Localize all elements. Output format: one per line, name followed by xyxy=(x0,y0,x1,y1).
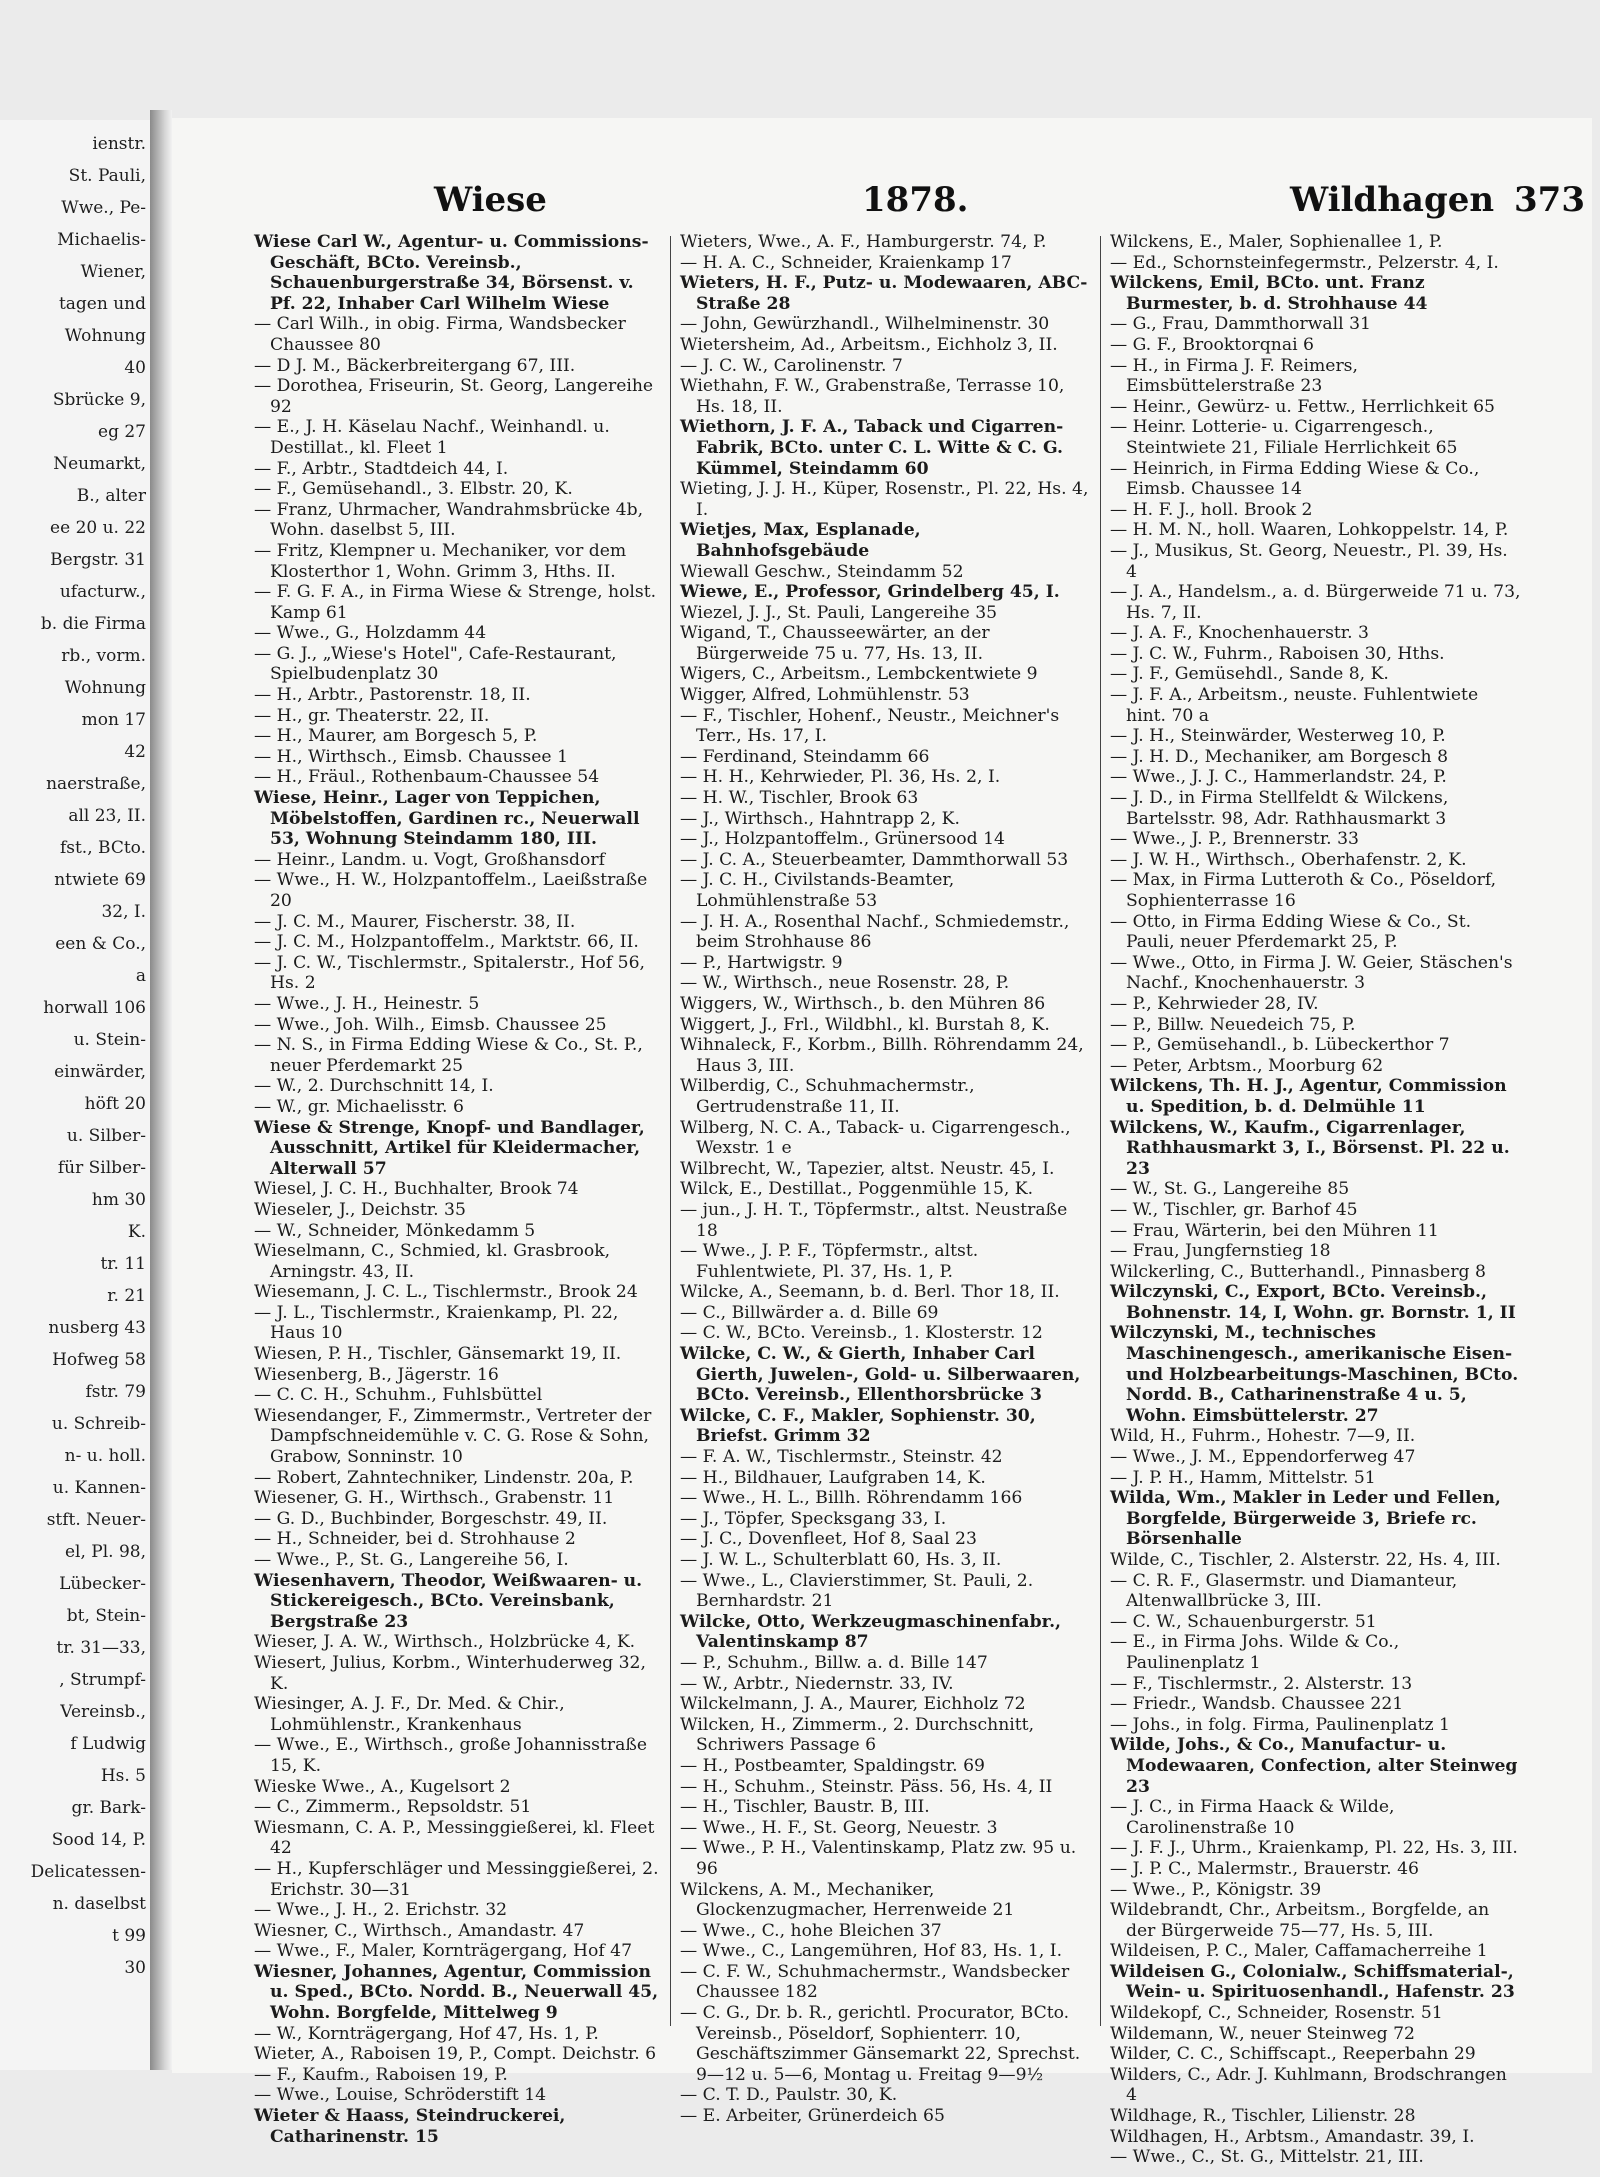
directory-entry: — H., Schneider, bei d. Strohhause 2 xyxy=(254,1529,576,1550)
directory-entry: — Wwe., Louise, Schröderstift 14 xyxy=(254,2085,547,2106)
directory-entry: — W., 2. Durchschnitt 14, I. xyxy=(254,1076,494,1097)
directory-entry: — F., Arbtr., Stadtdeich 44, I. xyxy=(254,458,509,479)
directory-entry: — Wwe., C., Langemühren, Hof 83, Hs. 1, I. xyxy=(680,1941,1063,1962)
prev-page-fragment: eg 27 xyxy=(98,422,146,442)
prev-page-fragment: r. 21 xyxy=(107,1286,146,1306)
directory-entry: — J., Musikus, St. Georg, Neuestr., Pl. 39, Hs. 4 xyxy=(1110,540,1508,582)
prev-page-fragment: el, Pl. 98, xyxy=(64,1542,146,1562)
directory-entry: Wilbrecht, W., Tapezier, altst. Neustr. 45, I. xyxy=(680,1158,1055,1179)
directory-entry: — H. A. C., Schneider, Kraienkamp 17 xyxy=(680,252,1012,273)
directory-entry: Wiewe, E., Professor, Grindelberg 45, I. xyxy=(680,582,1060,603)
directory-entry: Wiesner, Johannes, Agentur, Commission u. Sped., BCto. Nordd. B., Neuerwall 45, Wohn. Borgfelde, Mittelweg 9 xyxy=(254,1961,659,2024)
prev-page-fragment: u. Stein- xyxy=(73,1030,146,1050)
directory-entry: Wilberdig, C., Schuhmachermstr., Gertrudenstraße 11, II. xyxy=(680,1076,975,1117)
directory-entry: — J. P. C., Malermstr., Brauerstr. 46 xyxy=(1110,1858,1419,1879)
directory-entry: — J. H. D., Mechaniker, am Borgesch 8 xyxy=(1110,746,1449,767)
directory-entry: — Wwe., F., Maler, Kornträgergang, Hof 47 xyxy=(254,1941,633,1962)
directory-entry: — J. A., Handelsm., a. d. Bürgerweide 71 u. 73, Hs. 7, II. xyxy=(1110,582,1521,623)
prev-page-fragment: rb., vorm. xyxy=(61,646,146,666)
directory-entry: — F. G. F. A., in Firma Wiese & Strenge, holst. Kamp 61 xyxy=(254,582,657,623)
directory-entry: Wieske Wwe., A., Kugelsort 2 xyxy=(254,1776,511,1797)
directory-entry: — J. C. W., Fuhrm., Raboisen 30, Hths. xyxy=(1110,643,1445,664)
prev-page-fragment: nusberg 43 xyxy=(48,1318,146,1338)
directory-entry: — Wwe., J. M., Eppendorferweg 47 xyxy=(1110,1447,1416,1468)
prev-page-fragment: f Ludwig xyxy=(70,1734,146,1754)
directory-entry: — H., Maurer, am Borgesch 5, P. xyxy=(254,726,538,747)
directory-entry: — P., Schuhm., Billw. a. d. Bille 147 xyxy=(680,1652,988,1673)
directory-entry: Wilcke, C. W., & Gierth, Inhaber Carl Gierth, Juwelen-, Gold- u. Silberwaaren, BCto. Vereinsb., Ellenthorsbrücke 3 xyxy=(680,1344,1081,1406)
directory-entry: — Wwe., C., St. G., Mittelstr. 21, III. xyxy=(1110,2147,1424,2168)
directory-entry: Wieselmann, C., Schmied, kl. Grasbrook, Arningstr. 43, II. xyxy=(254,1241,611,1282)
directory-entry: — Fritz, Klempner u. Mechaniker, vor dem Klosterthor 1, Wohn. Grimm 3, Hths. II. xyxy=(254,540,627,582)
directory-entry: Wiese, Heinr., Lager von Teppichen, Möbelstoffen, Gardinen rc., Neuerwall 53, Wohnung Steindamm 180, III. xyxy=(254,788,640,850)
prev-page-fragment: Delicatessen- xyxy=(30,1862,146,1882)
directory-entry: — Max, in Firma Lutteroth & Co., Pöseldorf, Sophienterrasse 16 xyxy=(1110,870,1497,911)
directory-entry: — John, Gewürzhandl., Wilhelminenstr. 30 xyxy=(680,314,1050,335)
directory-entry: — F., Tischlermstr., 2. Alsterstr. 13 xyxy=(1110,1673,1413,1694)
directory-entry: Wilcke, A., Seemann, b. d. Berl. Thor 18, II. xyxy=(680,1282,1060,1303)
directory-entry: Wilder, C. C., Schiffscapt., Reeperbahn 29 xyxy=(1110,2044,1476,2065)
directory-entry: Wilckens, W., Kaufm., Cigarrenlager, Rathhausmarkt 3, I., Börsenst. Pl. 22 u. 23 xyxy=(1110,1117,1510,1179)
directory-entry: — Frau, Jungfernstieg 18 xyxy=(1110,1241,1331,1262)
prev-page-fragment: fst., BCto. xyxy=(59,838,146,858)
directory-entry: — Wwe., L., Clavierstimmer, St. Pauli, 2. Bernhardstr. 21 xyxy=(680,1570,1034,1612)
prev-page-fragment: Wohnung xyxy=(64,678,146,698)
directory-entry: — Peter, Arbtsm., Moorburg 62 xyxy=(1110,1055,1384,1076)
directory-entry: — Wwe., J. J. C., Hammerlandstr. 24, P. xyxy=(1110,767,1447,788)
directory-entry: — J. F. J., Uhrm., Kraienkamp, Pl. 22, Hs. 3, III. xyxy=(1110,1838,1518,1859)
prev-page-fragment: tagen und xyxy=(58,294,146,314)
directory-entry: — H., Arbtr., Pastorenstr. 18, II. xyxy=(254,685,531,706)
prev-page-fragment: Wiener, xyxy=(80,262,146,282)
directory-entry: — Wwe., Joh. Wilh., Eimsb. Chaussee 25 xyxy=(254,1014,607,1035)
prev-page-fragment: St. Pauli, xyxy=(68,166,146,186)
directory-entry: — Wwe., J. P. F., Töpfermstr., altst. Fuhlentwiete, Pl. 37, Hs. 1, P. xyxy=(680,1241,979,1282)
directory-entry: Wiesner, C., Wirthsch., Amandastr. 47 xyxy=(254,1920,585,1941)
directory-entry: Wieting, J. J. H., Küper, Rosenstr., Pl. 22, Hs. 4, I. xyxy=(680,479,1089,520)
directory-entry: — J., Wirthsch., Hahntrapp 2, K. xyxy=(680,808,960,829)
prev-page-fragment: b. die Firma xyxy=(40,614,146,634)
directory-entry: Wiesmann, C. A. P., Messinggießerei, kl. Fleet 42 xyxy=(254,1817,655,1859)
directory-entry: — J. C., in Firma Haack & Wilde, Carolinenstraße 10 xyxy=(1110,1797,1395,1838)
prev-page-fragment: t 99 xyxy=(112,1926,146,1946)
directory-entry: — C., Billwärder a. d. Bille 69 xyxy=(680,1302,939,1323)
directory-entry: — H., Tischler, Baustr. B, III. xyxy=(680,1797,930,1818)
directory-entry: Wigger, Alfred, Lohmühlenstr. 53 xyxy=(680,685,970,706)
column-3 xyxy=(1110,232,1522,2168)
directory-entry: — H., Kupferschläger und Messinggießerei, 2. Erichstr. 30—31 xyxy=(254,1858,659,1900)
directory-entry: — Dorothea, Friseurin, St. Georg, Langereihe 92 xyxy=(254,376,654,417)
directory-entry: Wilberg, N. C. A., Taback- u. Cigarrengesch., Wexstr. 1 e xyxy=(680,1117,1071,1159)
directory-entry: — Wwe., C., hohe Bleichen 37 xyxy=(680,1920,942,1941)
directory-entry: — Heinr. Lotterie- u. Cigarrengesch., Steintwiete 21, Filiale Herrlichkeit 65 xyxy=(1110,417,1458,458)
directory-entry: — J. C., Dovenfleet, Hof 8, Saal 23 xyxy=(680,1529,977,1550)
directory-entry: — H., Wirthsch., Eimsb. Chaussee 1 xyxy=(254,746,568,767)
directory-entry: — J. C. H., Civilstands-Beamter, Lohmühlenstraße 53 xyxy=(680,870,955,911)
directory-entry: — J. P. H., Hamm, Mittelstr. 51 xyxy=(1110,1467,1376,1488)
page-number: 373 xyxy=(1514,180,1585,220)
directory-entry: — C., Zimmerm., Repsoldstr. 51 xyxy=(254,1797,532,1818)
directory-entry: Wilczynski, C., Export, BCto. Vereinsb., Bohnenstr. 14, I, Wohn. gr. Bornstr. 1, II xyxy=(1110,1282,1516,1323)
directory-entry: — Wwe., H. W., Holzpantoffelm., Laeißstraße 20 xyxy=(254,870,648,911)
directory-entry: Wilcken, H., Zimmerm., 2. Durchschnitt, Schriwers Passage 6 xyxy=(680,1714,1035,1756)
directory-entry: — P., Hartwigstr. 9 xyxy=(680,952,843,973)
directory-entry: Wilckelmann, J. A., Maurer, Eichholz 72 xyxy=(680,1694,1026,1715)
directory-entry: Wiesen, P. H., Tischler, Gänsemarkt 19, II. xyxy=(254,1344,622,1365)
directory-entry: — J. W. L., Schulterblatt 60, Hs. 3, II. xyxy=(680,1550,1002,1570)
header-right-word: Wildhagen xyxy=(1290,180,1495,220)
prev-page-fragment: 40 xyxy=(124,358,146,378)
prev-page-fragment: n- u. holl. xyxy=(64,1446,146,1466)
prev-page-fragment: ufacturw., xyxy=(59,582,146,602)
directory-entry: — E., in Firma Johs. Wilde & Co., Paulinenplatz 1 xyxy=(1110,1632,1400,1673)
directory-entry: — J. W. H., Wirthsch., Oberhafenstr. 2, K. xyxy=(1110,849,1467,870)
directory-entry: — H., Schuhm., Steinstr. Päss. 56, Hs. 4, II xyxy=(680,1776,1053,1797)
directory-entry: Wietersheim, Ad., Arbeitsm., Eichholz 3, II. xyxy=(680,334,1058,355)
directory-entry: — J. F., Gemüsehdl., Sande 8, K. xyxy=(1110,664,1389,685)
directory-page xyxy=(172,118,1592,2168)
prev-page-fragment: hm 30 xyxy=(91,1190,146,1210)
directory-entry: — Heinr., Landm. u. Vogt, Großhansdorf xyxy=(254,849,605,870)
prev-page-fragment: Neumarkt, xyxy=(53,454,146,474)
directory-entry: — J. C. M., Maurer, Fischerstr. 38, II. xyxy=(254,911,576,932)
prev-page-fragment: Wohnung xyxy=(64,326,146,346)
directory-entry: Wiewall Geschw., Steindamm 52 xyxy=(680,561,964,582)
directory-entry: Wihnaleck, F., Korbm., Billh. Röhrendamm 24, Haus 3, III. xyxy=(680,1035,1084,1076)
directory-entry: Wiethahn, F. W., Grabenstraße, Terrasse 10, Hs. 18, II. xyxy=(680,376,1065,417)
directory-entry: Wiese Carl W., Agentur- u. Commissions-Geschäft, BCto. Vereinsb., Schauenburgerstraße 34, Börsenst. v. Pf. 22, Inhaber Carl Wilhelm Wiese xyxy=(254,232,649,314)
prev-page-fragment: Lübecker- xyxy=(59,1574,146,1594)
directory-entry: — J., Töpfer, Specksgang 33, I. xyxy=(680,1508,947,1529)
directory-entry: — Ed., Schornsteinfegermstr., Pelzerstr. 4, I. xyxy=(1110,252,1499,273)
directory-entry: Wiesel, J. C. H., Buchhalter, Brook 74 xyxy=(254,1179,579,1200)
directory-entry: — C. W., BCto. Vereinsb., 1. Klosterstr. 12 xyxy=(680,1323,1043,1344)
directory-entry: — H. W., Tischler, Brook 63 xyxy=(680,788,919,809)
directory-entry: — Robert, Zahntechniker, Lindenstr. 20a, P. xyxy=(254,1467,634,1488)
directory-entry: Wilcke, C. F., Makler, Sophienstr. 30, Briefst. Grimm 32 xyxy=(680,1405,1036,1447)
directory-entry: — N. S., in Firma Edding Wiese & Co., St. P., neuer Pferdemarkt 25 xyxy=(254,1035,643,1076)
directory-entry: — J. C. W., Tischlermstr., Spitalerstr., Hof 56, Hs. 2 xyxy=(254,952,646,994)
prev-page-fragment: K. xyxy=(127,1222,146,1242)
directory-entry: Wiesemann, J. C. L., Tischlermstr., Brook 24 xyxy=(254,1282,638,1303)
directory-entry: — H., Fräul., Rothenbaum-Chaussee 54 xyxy=(254,767,600,788)
directory-entry: — Wwe., E., Wirthsch., große Johannisstraße 15, K. xyxy=(254,1735,648,1776)
directory-entry: — H., Postbeamter, Spaldingstr. 69 xyxy=(680,1755,985,1776)
directory-entry: Wieters, Wwe., A. F., Hamburgerstr. 74, P. xyxy=(680,232,1047,252)
directory-entry: — Wwe., P. H., Valentinskamp, Platz zw. 95 u. 96 xyxy=(680,1838,1077,1879)
directory-entry: — C. F. W., Schuhmachermstr., Wandsbecker Chaussee 182 xyxy=(680,1961,1070,2003)
directory-entry: Wildeisen, P. C., Maler, Caffamacherreihe 1 xyxy=(1110,1941,1488,1962)
directory-entry: Wiesendanger, F., Zimmermstr., Vertreter der Dampfschneidemühle v. C. G. Rose & Sohn, Grabow, Sonninstr. 10 xyxy=(254,1405,652,1468)
directory-entry: Wildhage, R., Tischler, Lilienstr. 28 xyxy=(1110,2106,1416,2127)
directory-entry: — Wwe., G., Holzdamm 44 xyxy=(254,623,487,644)
directory-entry: — C. W., Schauenburgerstr. 51 xyxy=(1110,1611,1377,1632)
directory-entry: — Ferdinand, Steindamm 66 xyxy=(680,746,930,767)
directory-entry: — G., Frau, Dammthorwall 31 xyxy=(1110,314,1371,335)
directory-entry: Wiesinger, A. J. F., Dr. Med. & Chir., Lohmühlenstr., Krankenhaus xyxy=(254,1694,565,1735)
prev-page-fragment: een & Co., xyxy=(55,934,146,954)
directory-entry: Wiggers, W., Wirthsch., b. den Mühren 86 xyxy=(680,993,1046,1014)
prev-page-fragment: ienstr. xyxy=(92,134,146,154)
directory-entry: — G. J., „Wiese's Hotel", Cafe-Restaurant, Spielbudenplatz 30 xyxy=(254,643,617,685)
prev-page-fragment: Michaelis- xyxy=(57,230,146,250)
prev-page-fragment: n. daselbst xyxy=(52,1894,146,1914)
directory-entry: — Wwe., H. F., St. Georg, Neuestr. 3 xyxy=(680,1817,998,1838)
directory-entry: — Wwe., H. L., Billh. Röhrendamm 166 xyxy=(680,1488,1023,1509)
prev-page-fragment: Sood 14, P. xyxy=(51,1830,146,1850)
directory-entry: Wiesert, Julius, Korbm., Winterhuderweg 32, K. xyxy=(254,1652,646,1694)
prev-page-fragment: für Silber- xyxy=(57,1158,146,1178)
directory-entry: — C. R. F., Glasermstr. und Diamanteur, Altenwallbrücke 3, III. xyxy=(1110,1570,1458,1612)
prev-page-fragment: u. Schreib- xyxy=(51,1414,146,1434)
prev-page-fragment: 32, I. xyxy=(101,902,146,922)
directory-entry: — C. T. D., Paulstr. 30, K. xyxy=(680,2085,898,2106)
directory-entry: Wilde, C., Tischler, 2. Alsterstr. 22, Hs. 4, III. xyxy=(1110,1550,1501,1570)
directory-entry: Wieter & Haass, Steindruckerei, Catharinenstr. 15 xyxy=(254,2106,566,2147)
directory-entry: — H. H., Kehrwieder, Pl. 36, Hs. 2, I. xyxy=(680,767,1001,788)
directory-entry: Wilde, Johs., & Co., Manufactur- u. Modewaaren, Confection, alter Steinweg 23 xyxy=(1110,1735,1518,1797)
directory-entry: Wilckens, Th. H. J., Agentur, Commission u. Spedition, b. d. Delmühle 11 xyxy=(1110,1076,1507,1117)
directory-entry: — Wwe., J. P., Brennerstr. 33 xyxy=(1110,829,1359,850)
directory-entry: Wieseler, J., Deichstr. 35 xyxy=(254,1199,466,1220)
prev-page-fragment: tr. 31—33, xyxy=(56,1638,146,1658)
directory-entry: Wilczynski, M., technisches Maschinengesch., amerikanische Eisen- und Holzbearbeitungs-Maschinen, BCto. Nordd. B., Catharinenstraße 4 u. 5, Wohn. Eimsbüttelerstr. 27 xyxy=(1110,1323,1519,1426)
directory-entry: Wigers, C., Arbeitsm., Lembckentwiete 9 xyxy=(680,664,1038,685)
prev-page-fragment: höft 20 xyxy=(84,1094,146,1114)
previous-page-edge xyxy=(0,120,151,2070)
directory-entry: Wilders, C., Adr. J. Kuhlmann, Brodschrangen 4 xyxy=(1110,2064,1507,2106)
directory-entry: — W., gr. Michaelisstr. 6 xyxy=(254,1096,464,1117)
directory-entry: — G. D., Buchbinder, Borgeschstr. 49, II. xyxy=(254,1508,608,1529)
directory-entry: — Wwe., J. H., Heinestr. 5 xyxy=(254,993,480,1014)
directory-entry: — H. M. N., holl. Waaren, Lohkoppelstr. 14, P. xyxy=(1110,520,1509,541)
directory-entry: Wiese & Strenge, Knopf- und Bandlager, Ausschnitt, Artikel für Kleidermacher, Alterwall 57 xyxy=(254,1117,645,1179)
column-2 xyxy=(680,232,1092,2127)
prev-page-fragment: Hs. 5 xyxy=(100,1766,146,1786)
directory-entry: — J. L., Tischlermstr., Kraienkamp, Pl. 22, Haus 10 xyxy=(254,1302,619,1344)
directory-entry: — J. F. A., Arbeitsm., neuste. Fuhlentwiete hint. 70 a xyxy=(1110,685,1479,726)
prev-page-fragment: ee 20 u. 22 xyxy=(50,518,146,538)
prev-page-fragment: u. Kannen- xyxy=(52,1478,146,1498)
directory-entry: Wilckens, A. M., Mechaniker, Glockenzugmacher, Herrenweide 21 xyxy=(680,1879,1015,1921)
directory-entry: Wigand, T., Chausseewärter, an der Bürgerweide 75 u. 77, Hs. 13, II. xyxy=(680,623,990,664)
prev-page-fragment: horwall 106 xyxy=(43,998,146,1018)
directory-entry: Wildeisen G., Colonialw., Schiffsmaterial-, Wein- u. Spirituosenhandl., Hafenstr. 23 xyxy=(1110,1961,1515,2003)
column-divider xyxy=(1100,236,1101,2026)
directory-entry: — P., Billw. Neuedeich 75, P. xyxy=(1110,1014,1356,1035)
directory-entry: — jun., J. H. T., Töpfermstr., altst. Neustraße 18 xyxy=(680,1199,1068,1241)
directory-entry: Wilcke, Otto, Werkzeugmaschinenfabr., Valentinskamp 87 xyxy=(680,1611,1062,1653)
prev-page-fragment: , Strumpf- xyxy=(59,1670,146,1690)
prev-page-fragment: u. Silber- xyxy=(66,1126,146,1146)
prev-page-fragment: Vereinsb., xyxy=(60,1702,146,1722)
directory-entry: — F., Kaufm., Raboisen 19, P. xyxy=(254,2064,508,2085)
directory-entry: — Wwe., P., St. G., Langereihe 56, I. xyxy=(254,1550,569,1570)
directory-entry: Wilckens, E., Maler, Sophienallee 1, P. xyxy=(1110,232,1443,252)
prev-page-fragment: gr. Bark- xyxy=(71,1798,146,1818)
directory-entry: — J. C. M., Holzpantoffelm., Marktstr. 66, II. xyxy=(254,932,639,953)
directory-entry: — J. C. W., Carolinenstr. 7 xyxy=(680,355,903,376)
directory-entry: — Heinrich, in Firma Edding Wiese & Co., Eimsb. Chaussee 14 xyxy=(1110,458,1480,500)
directory-entry: — F., Tischler, Hohenf., Neustr., Meichner's Terr., Hs. 17, I. xyxy=(680,705,1060,747)
prev-page-fragment: Hofweg 58 xyxy=(52,1350,146,1370)
directory-entry: — H., Bildhauer, Laufgraben 14, K. xyxy=(680,1467,986,1488)
directory-entry: — J. H. A., Rosenthal Nachf., Schmiedemstr., beim Strohhause 86 xyxy=(680,911,1070,953)
prev-page-fragment: mon 17 xyxy=(81,710,146,730)
prev-page-fragment: 30 xyxy=(124,1958,146,1978)
directory-entry: — W., Tischler, gr. Barhof 45 xyxy=(1110,1199,1358,1220)
directory-entry: — Wwe., J. H., 2. Erichstr. 32 xyxy=(254,1900,508,1921)
directory-entry: — Friedr., Wandsb. Chaussee 221 xyxy=(1110,1694,1404,1715)
column-divider xyxy=(670,236,671,2026)
directory-entry: — E., J. H. Käselau Nachf., Weinhandl. u. Destillat., kl. Fleet 1 xyxy=(254,417,610,458)
directory-entry: — J. A. F., Knochenhauerstr. 3 xyxy=(1110,623,1369,644)
directory-entry: — H. F. J., holl. Brook 2 xyxy=(1110,499,1313,520)
directory-entry: Wild, H., Fuhrm., Hohestr. 7—9, II. xyxy=(1110,1426,1416,1447)
directory-entry: Wietjes, Max, Esplanade, Bahnhofsgebäude xyxy=(680,520,921,561)
column-1 xyxy=(254,232,662,2147)
directory-entry: Wieter, A., Raboisen 19, P., Compt. Deichstr. 6 xyxy=(254,2044,657,2065)
directory-entry: Wilckerling, C., Butterhandl., Pinnasberg 8 xyxy=(1110,1261,1486,1282)
directory-entry: — C. G., Dr. b. R., gerichtl. Procurator, BCto. Vereinsb., Pöseldorf, Sophienterr. 10, Geschäftszimmer Gänsemarkt 22, Sprechst. 9—12 u. 5—6, Montag u. Freitag 9—9½ xyxy=(680,2003,1081,2085)
directory-entry: Wieters, H. F., Putz- u. Modewaaren, ABC-Straße 28 xyxy=(680,273,1088,314)
prev-page-fragment: Sbrücke 9, xyxy=(52,390,146,410)
directory-entry: — C. C. H., Schuhm., Fuhlsbüttel xyxy=(254,1385,543,1406)
directory-entry: Wiesenberg, B., Jägerstr. 16 xyxy=(254,1364,499,1385)
directory-entry: Wiesener, G. H., Wirthsch., Grabenstr. 11 xyxy=(254,1488,615,1509)
directory-entry: Wilda, Wm., Makler in Leder und Fellen, Borgfelde, Bürgerweide 3, Briefe rc. Börsenhalle xyxy=(1110,1488,1501,1550)
directory-entry: — Carl Wilh., in obig. Firma, Wandsbecker Chaussee 80 xyxy=(254,314,626,355)
directory-entry: Wildhagen, H., Arbtsm., Amandastr. 39, I. xyxy=(1110,2126,1475,2147)
prev-page-fragment: all 23, II. xyxy=(68,806,146,826)
prev-page-fragment: B., alter xyxy=(76,486,146,506)
directory-entry: — H., gr. Theaterstr. 22, II. xyxy=(254,705,490,726)
prev-page-fragment: tr. 11 xyxy=(100,1254,146,1274)
book-gutter xyxy=(150,110,172,2070)
directory-entry: Wieser, J. A. W., Wirthsch., Holzbrücke 4, K. xyxy=(254,1632,636,1653)
directory-entry: — W., Wirthsch., neue Rosenstr. 28, P. xyxy=(680,973,1010,994)
header-left-word: Wiese xyxy=(434,180,547,220)
directory-entry: Wilckens, Emil, BCto. unt. Franz Burmester, b. d. Strohhause 44 xyxy=(1110,273,1428,314)
header-year: 1878. xyxy=(862,180,969,220)
directory-entry: Wildemann, W., neuer Steinweg 72 xyxy=(1110,2023,1415,2044)
directory-entry: — Wwe., Otto, in Firma J. W. Geier, Stäschen's Nachf., Knochenhauerstr. 3 xyxy=(1110,952,1513,994)
directory-entry: — J., Holzpantoffelm., Grünersood 14 xyxy=(680,829,1005,850)
prev-page-fragment: stft. Neuer- xyxy=(46,1510,146,1530)
directory-entry: Wildekopf, C., Schneider, Rosenstr. 51 xyxy=(1110,2003,1443,2024)
directory-entry: — J. D., in Firma Stellfeldt & Wilckens, Bartelsstr. 98, Adr. Rathhausmarkt 3 xyxy=(1110,788,1449,829)
directory-entry: — Johs., in folg. Firma, Paulinenplatz 1 xyxy=(1110,1714,1450,1735)
directory-entry: — Otto, in Firma Edding Wiese & Co., St. Pauli, neuer Pferdemarkt 25, P. xyxy=(1110,911,1472,953)
prev-page-fragment: Wwe., Pe- xyxy=(61,198,146,218)
prev-page-fragment: Bergstr. 31 xyxy=(50,550,146,570)
directory-entry: — P., Kehrwieder 28, IV. xyxy=(1110,993,1319,1014)
directory-entry: — Wwe., P., Königstr. 39 xyxy=(1110,1879,1322,1900)
directory-entry: — D J. M., Bäckerbreitergang 67, III. xyxy=(254,355,576,376)
directory-entry: — J. C. A., Steuerbeamter, Dammthorwall 53 xyxy=(680,849,1069,870)
directory-entry: Wilck, E., Destillat., Poggenmühle 15, K. xyxy=(680,1179,1034,1200)
directory-entry: — F., Gemüsehandl., 3. Elbstr. 20, K. xyxy=(254,479,573,500)
directory-entry: Wiezel, J. J., St. Pauli, Langereihe 35 xyxy=(680,602,998,623)
prev-page-fragment: naerstraße, xyxy=(46,774,146,794)
directory-entry: — J. H., Steinwärder, Westerweg 10, P. xyxy=(1110,726,1446,747)
directory-entry: — W., St. G., Langereihe 85 xyxy=(1110,1179,1350,1200)
directory-entry: — P., Gemüsehandl., b. Lübeckerthor 7 xyxy=(1110,1035,1450,1056)
directory-entry: — F. A. W., Tischlermstr., Steinstr. 42 xyxy=(680,1447,1003,1468)
directory-entry: — E. Arbeiter, Grünerdeich 65 xyxy=(680,2106,945,2127)
directory-entry: — H., in Firma J. F. Reimers, Eimsbüttelerstraße 23 xyxy=(1110,355,1358,397)
prev-page-fragment: einwärder, xyxy=(54,1062,146,1082)
directory-entry: Wiggert, J., Frl., Wildbhl., kl. Burstah 8, K. xyxy=(680,1014,1050,1035)
directory-entry: — W., Kornträgergang, Hof 47, Hs. 1, P. xyxy=(254,2023,599,2044)
directory-entry: — W., Arbtr., Niedernstr. 33, IV. xyxy=(680,1673,954,1694)
directory-entry: — Heinr., Gewürz- u. Fettw., Herrlichkeit 65 xyxy=(1110,396,1495,417)
prev-page-fragment: a xyxy=(135,966,146,986)
directory-entry: — Franz, Uhrmacher, Wandrahmsbrücke 4b, Wohn. daselbst 5, III. xyxy=(254,499,644,541)
prev-page-fragment: 42 xyxy=(124,742,146,762)
prev-page-fragment: fstr. 79 xyxy=(85,1382,146,1402)
directory-entry: Wildebrandt, Chr., Arbeitsm., Borgfelde, an der Bürgerweide 75—77, Hs. 5, III. xyxy=(1110,1900,1490,1941)
directory-entry: Wiesenhavern, Theodor, Weißwaaren- u. Stickereigesch., BCto. Vereinsbank, Bergstraße 23 xyxy=(254,1570,643,1632)
directory-entry: — G. F., Brooktorqnai 6 xyxy=(1110,334,1314,355)
directory-entry: — W., Schneider, Mönkedamm 5 xyxy=(254,1220,536,1241)
prev-page-fragment: bt, Stein- xyxy=(66,1606,146,1626)
directory-entry: Wiethorn, J. F. A., Taback und Cigarren-Fabrik, BCto. unter C. L. Witte & C. G. Kümmel, Steindamm 60 xyxy=(680,417,1064,479)
prev-page-fragment: ntwiete 69 xyxy=(54,870,146,890)
directory-entry: — Frau, Wärterin, bei den Mühren 11 xyxy=(1110,1220,1439,1241)
